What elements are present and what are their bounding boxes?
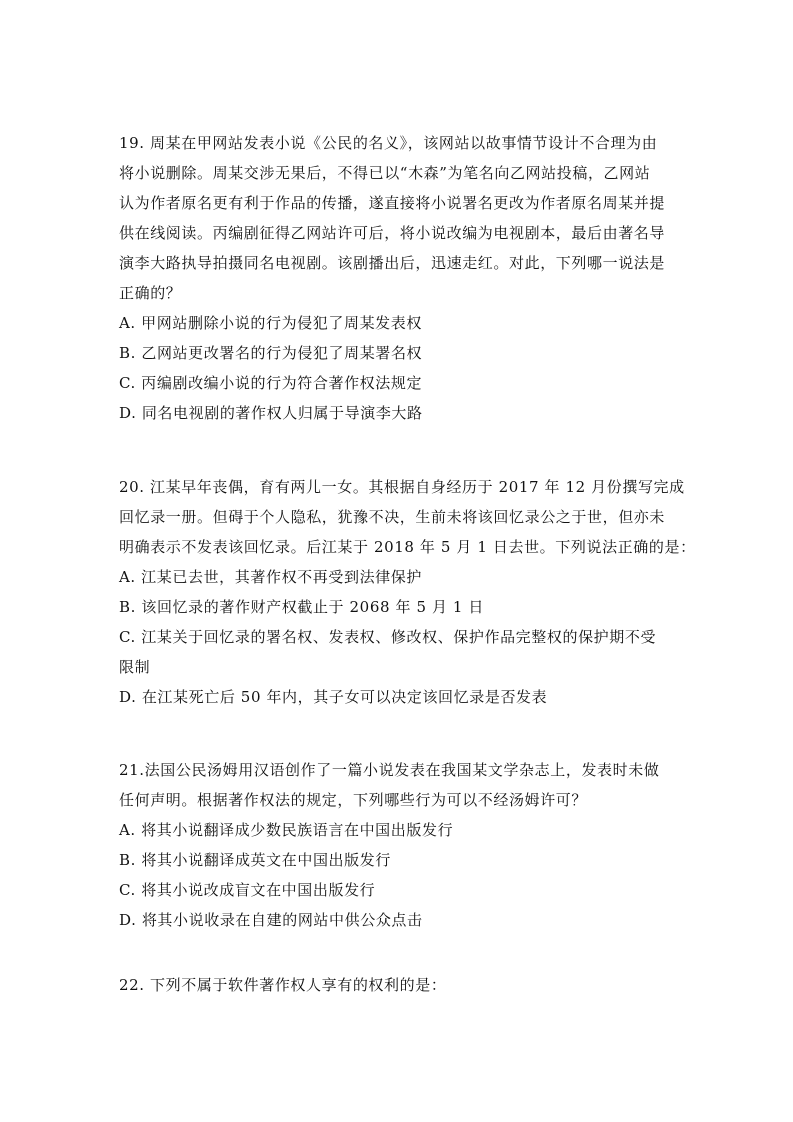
option-d: D. 同名电视剧的著作权人归属于导演李大路 <box>119 404 423 422</box>
option-b: B. 该回忆录的著作财产权截止于 2068 年 5 月 1 日 <box>119 598 485 616</box>
option-a: A. 江某已去世，其著作权不再受到法律保护 <box>119 568 422 586</box>
question-stem-line: 22. 下列不属于软件著作权人享有的权利的是： <box>119 976 447 994</box>
question-stem-line: 回忆录一册。但碍于个人隐私，犹豫不决，生前未将该回忆录公之于世，但亦未 <box>119 508 666 526</box>
question-19 <box>119 128 679 428</box>
option-c-continued: 限制 <box>119 658 151 676</box>
option-a: A. 将其小说翻译成少数民族语言在中国出版发行 <box>119 821 454 839</box>
option-d: D. 在江某死亡后 50 年内，其子女可以决定该回忆录是否发表 <box>119 688 548 706</box>
question-stem-line: 供在线阅读。丙编剧征得乙网站许可后，将小说改编为电视剧本，最后由著名导 <box>119 224 666 242</box>
option-c: C. 丙编剧改编小说的行为符合著作权法规定 <box>119 374 423 392</box>
question-22 <box>119 970 679 1000</box>
question-21 <box>119 755 679 935</box>
question-stem-line: 21.法国公民汤姆用汉语创作了一篇小说发表在我国某文学杂志上，发表时未做 <box>119 761 660 779</box>
question-stem-line: 正确的？ <box>119 284 182 302</box>
question-stem-line: 20. 江某早年丧偶，育有两儿一女。其根据自身经历于 2017 年 12 月份撰写完成 <box>119 478 685 496</box>
option-c: C. 将其小说改成盲文在中国出版发行 <box>119 881 376 899</box>
question-stem-line: 将小说删除。周某交涉无果后，不得已以“木森”为笔名向乙网站投稿，乙网站 <box>119 164 651 182</box>
question-stem-line: 明确表示不发表该回忆录。后江某于 2018 年 5 月 1 日去世。下列说法正确的是： <box>119 538 696 556</box>
option-a: A. 甲网站删除小说的行为侵犯了周某发表权 <box>119 314 422 332</box>
question-stem-line: 19. 周某在甲网站发表小说《公民的名义》，该网站以故事情节设计不合理为由 <box>119 134 658 152</box>
option-b: B. 乙网站更改署名的行为侵犯了周某署名权 <box>119 344 423 362</box>
question-20 <box>119 472 696 712</box>
option-b: B. 将其小说翻译成英文在中国出版发行 <box>119 851 391 869</box>
question-stem-line: 认为作者原名更有利于作品的传播，遂直接将小说署名更改为作者原名周某并提 <box>119 194 666 212</box>
question-stem-line: 任何声明。根据著作权法的规定，下列哪些行为可以不经汤姆许可？ <box>119 791 588 809</box>
option-c: C. 江某关于回忆录的署名权、发表权、修改权、保护作品完整权的保护期不受 <box>119 628 657 646</box>
question-stem-line: 演李大路执导拍摄同名电视剧。该剧播出后，迅速走红。对此，下列哪一说法是 <box>119 254 666 272</box>
option-d: D. 将其小说收录在自建的网站中供公众点击 <box>119 911 423 929</box>
